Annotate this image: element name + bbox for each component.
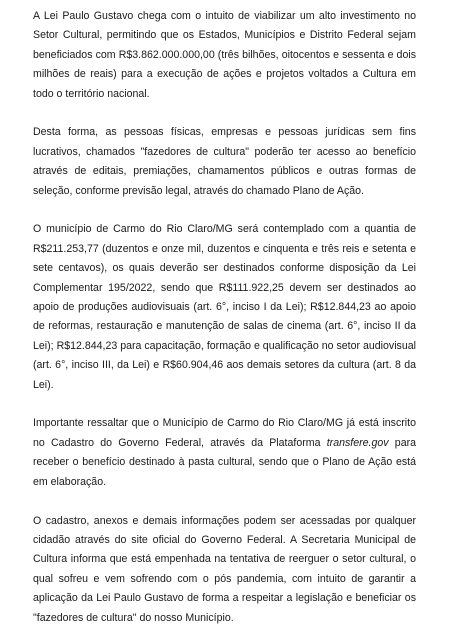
paragraph-secretaria-cultura: O cadastro, anexos e demais informações podem ser acessadas por qualquer cidadão através do site oficial do Governo Federal. A Secretaria Municipal de Cultura informa que está empenhada na tentativa de reerguer o setor cultural, o qual sofreu e vem sofrendo com o pós pandemia, com intuito de garantir a aplicação da Lei Paulo Gustavo de forma a respeitar a legislação e beneficiar os "fazedores de cultura" do nosso Município. — [33, 514, 416, 624]
paragraph-cadastro-transfere-gov — [33, 414, 416, 492]
paragraph-text-after: para receber o benefício destinado à pasta cultural, sendo que o Plano de Ação está em elaboração. — [33, 436, 417, 488]
paragraph-fazedores-de-cultura: Desta forma, as pessoas físicas, empresas e pessoas jurídicas sem fins lucrativos, chamados "fazedores de cultura" poderão ter acesso ao benefício através de editais, premiações, chamamentos públicos e outras formas de seleção, conforme previsão legal, através do chamado Plano de Ação. — [33, 126, 416, 197]
paragraph-text-before: Importante ressaltar que o Município de Carmo do Rio Claro/MG já está inscrito no Cadastro do Governo Federal, através da Plataforma — [33, 417, 416, 449]
platform-name: transfere.gov — [326, 436, 389, 449]
paragraph-lei-paulo-gustavo-intro: A Lei Paulo Gustavo chega com o intuito de viabilizar um alto investimento no Setor Cultural, permitindo que os Estados, Municípios e Distrito Federal sejam beneficiados com R$3.862.000.000,00 (três bilhões, oitocentos e sessenta e dois milhões de reais) para a execução de ações e projetos voltados a Cultura em todo o território nacional. — [33, 10, 416, 100]
document-body — [33, 7, 416, 628]
paragraph-carmo-do-rio-claro-values: O município de Carmo do Rio Claro/MG será contemplado com a quantia de R$211.253,77 (duzentos e onze mil, duzentos e cinquenta e três reis e setenta e sete centavos), os quais deverão ser destinados conforme disposição da Lei Complementar 195/2022, sendo que R$111.922,25 devem ser destinados ao apoio de produções audiovisuais (art. 6°, inciso I da Lei); R$12.844,23 ao apoio de reformas, restauração e manutenção de salas de cinema (art. 6°, inciso II da Lei); R$12.844,23 para capacitação, formação e qualificação no setor audiovisual (art. 6°, inciso III, da Lei) e R$60.904,46 aos demais setores da cultura (art. 8 da Lei). — [33, 223, 416, 391]
